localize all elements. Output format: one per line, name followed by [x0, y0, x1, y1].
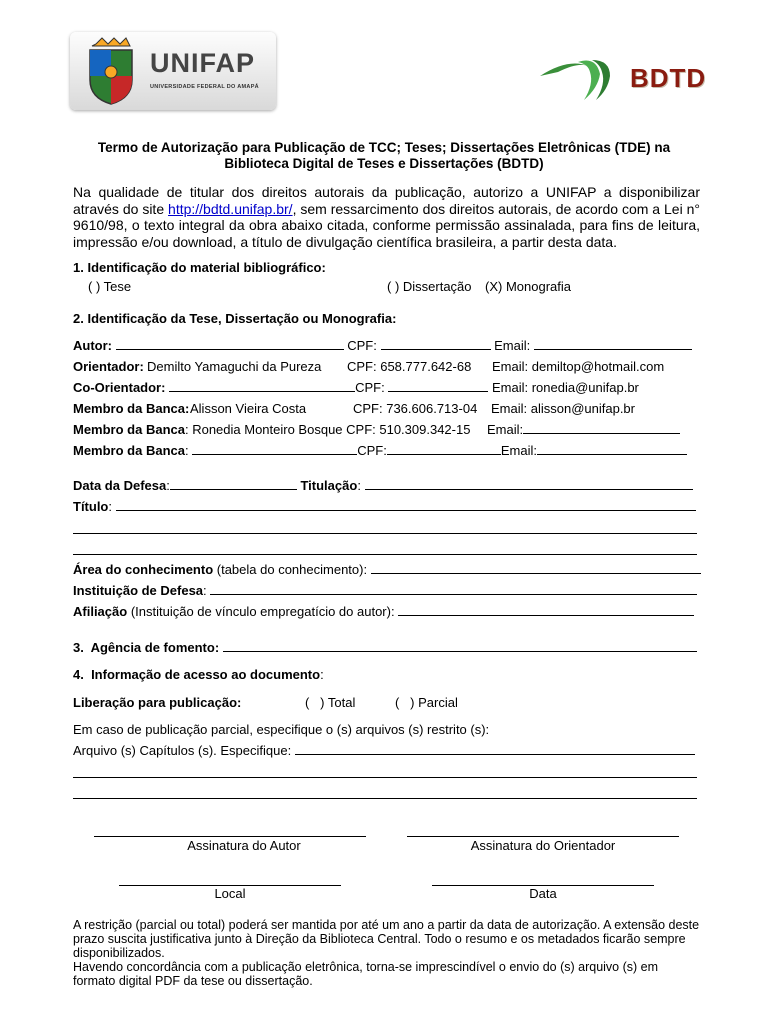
- orientador-name: Demilto Yamaguchi da Pureza: [147, 359, 322, 374]
- option-tese[interactable]: ( ) Tese: [88, 279, 132, 294]
- banca-3-cpf-label: CPF:: [357, 443, 387, 458]
- titulo-line-3[interactable]: [73, 554, 697, 555]
- arquivo-line-2[interactable]: [73, 777, 697, 778]
- autor-field[interactable]: [116, 338, 344, 350]
- area-row: [73, 562, 701, 577]
- banca-1-email: Email: alisson@unifap.br: [491, 401, 635, 416]
- autor-email-field[interactable]: [534, 338, 692, 350]
- parcial-note: Em caso de publicação parcial, especifique o (s) arquivos (s) restrito (s):: [73, 722, 490, 737]
- banca-2-email-label: Email:: [487, 422, 524, 437]
- instituicao-field[interactable]: [210, 583, 697, 595]
- unifap-logo-text: UNIFAP: [150, 48, 256, 78]
- section-4-colon: :: [320, 667, 324, 682]
- unifap-logo-subtitle: UNIVERSIDADE FEDERAL DO AMAPÁ: [150, 84, 259, 90]
- data-label: Data: [529, 886, 557, 901]
- banca-2-email-field[interactable]: [523, 422, 680, 434]
- instituicao-label: Instituição de Defesa: [73, 583, 204, 598]
- titulacao-label: Titulação: [300, 478, 358, 493]
- section-2-heading: 2. Identificação da Tese, Dissertação ou Monografia:: [73, 311, 397, 326]
- titulacao-field[interactable]: [365, 478, 693, 490]
- title-line-2: Biblioteca Digital de Teses e Dissertações (BDTD): [224, 156, 544, 171]
- title-line-1: Termo de Autorização para Publicação de TCC; Teses; Dissertações Eletrônicas (TDE) na: [97, 140, 671, 155]
- instituicao-row: Instituição de Defesa:: [73, 583, 697, 598]
- bdtd-logo-text: BDTD: [630, 63, 707, 93]
- autor-cpf-label: CPF:: [347, 338, 377, 353]
- banca-1-label: Membro da Banca:: [73, 401, 190, 416]
- data-defesa-label: Data da Defesa: [73, 478, 167, 493]
- assinatura-orientador-label: Assinatura do Orientador: [470, 838, 616, 853]
- area-label: Área do conhecimento: [73, 562, 214, 577]
- bdtd-swoosh-icon: [538, 54, 614, 104]
- autor-cpf-field[interactable]: [381, 338, 491, 350]
- option-total[interactable]: ( ) Total: [305, 695, 356, 710]
- banca-3-email-field[interactable]: [537, 443, 687, 455]
- option-dissertacao[interactable]: ( ) Dissertação: [387, 279, 472, 294]
- intro-text-after: , sem ressarcimento dos direitos autorais, de acordo com a Lei n° 9610/98, o texto integral da obra abaixo citada, conforme permissão assinalada, para fins de leitura, impressão e/ou download, a título de divulgação científica brasileira, a partir desta data.: [73, 200, 701, 250]
- banca-3-email-label: Email:: [500, 443, 537, 458]
- area-field[interactable]: [371, 562, 701, 574]
- agencia-field[interactable]: [223, 640, 697, 652]
- bdtd-site-link[interactable]: http://bdtd.unifap.br/: [168, 200, 293, 217]
- arquivo-label: Arquivo (s) Capítulos (s). Especifique:: [73, 743, 292, 758]
- defesa-row: Data da Defesa: Titulação:: [73, 478, 693, 493]
- option-monografia[interactable]: (X) Monografia: [485, 279, 571, 294]
- banca-3-field[interactable]: [192, 443, 357, 455]
- coorientador-cpf-label: CPF:: [355, 380, 385, 395]
- banca-1-cpf: CPF: 736.606.713-04: [353, 401, 478, 416]
- coorientador-email: Email: ronedia@unifap.br: [492, 380, 639, 395]
- assinatura-autor-line[interactable]: [94, 836, 366, 837]
- section-3-heading: 3. Agência de fomento:: [73, 640, 220, 655]
- coorientador-label: Co-Orientador:: [73, 380, 166, 395]
- arquivo-field[interactable]: [295, 743, 695, 755]
- autor-row: [73, 338, 692, 353]
- afiliacao-note: (Instituição de vínculo empregatício do autor):: [130, 604, 395, 619]
- intro-paragraph: [73, 184, 700, 250]
- unifap-crest-icon: [82, 36, 140, 106]
- banca-2-row: [73, 422, 470, 437]
- banca-1-name: Alisson Vieira Costa: [190, 401, 307, 416]
- option-parcial[interactable]: ( ) Parcial: [395, 695, 458, 710]
- banca-3-colon: :: [184, 443, 189, 458]
- banca-3-row: [73, 443, 687, 458]
- orientador-label: Orientador:: [73, 359, 144, 374]
- afiliacao-field[interactable]: [398, 604, 694, 616]
- section-1-heading: 1. Identificação do material bibliográfico:: [73, 260, 326, 275]
- footer-paragraph-2: Havendo concordância com a publicação eletrônica, torna-se imprescindível o envio do (s) arquivo (s) em formato digital PDF da tese ou dissertação.: [73, 960, 659, 988]
- afiliacao-row: [73, 604, 694, 619]
- coorientador-row: [73, 380, 488, 395]
- orientador-cpf: CPF: 658.777.642-68: [347, 359, 472, 374]
- banca-3-label: Membro da Banca: [73, 443, 185, 458]
- titulo-label: Título: [73, 499, 109, 514]
- afiliacao-label: Afiliação: [73, 604, 128, 619]
- coorientador-field[interactable]: [169, 380, 355, 392]
- data-defesa-field[interactable]: [170, 478, 297, 490]
- arquivo-row: [73, 743, 695, 758]
- banca-2-email-row: [487, 422, 680, 437]
- autor-email-label: Email:: [494, 338, 531, 353]
- orientador-email: Email: demiltop@hotmail.com: [492, 359, 665, 374]
- document-title: [70, 140, 698, 172]
- banca-3-cpf-field[interactable]: [387, 443, 501, 455]
- banca-2-details: : Ronedia Monteiro Bosque CPF: 510.309.342-15: [184, 422, 471, 437]
- banca-2-label: Membro da Banca: [73, 422, 185, 437]
- footer-paragraph-1: A restrição (parcial ou total) poderá ser mantida por até um ano a partir da data de autorização. A extensão deste prazo suscita justificativa junto à Direção da Biblioteca Central. Todo o resumo e os metadados ficarão sempre disponibilizados.: [73, 918, 700, 960]
- arquivo-line-3[interactable]: [73, 798, 697, 799]
- agencia-row: [73, 640, 697, 655]
- unifap-logo: [70, 32, 276, 110]
- titulo-row: Título:: [73, 499, 696, 514]
- area-note: (tabela do conhecimento):: [216, 562, 368, 577]
- section-4-heading-row: [73, 667, 324, 682]
- local-label: Local: [214, 886, 246, 901]
- coorientador-cpf-field[interactable]: [388, 380, 488, 392]
- liberacao-label: Liberação para publicação:: [73, 695, 242, 710]
- titulo-field[interactable]: [116, 499, 696, 511]
- assinatura-autor-label: Assinatura do Autor: [187, 838, 301, 853]
- intro-text-before: Na qualidade de titular dos direitos autorais da publicação, autorizo a UNIFAP a disponibilizar através do site: [73, 184, 700, 217]
- section-4-heading: 4. Informação de acesso ao documento: [73, 667, 321, 682]
- titulo-line-2[interactable]: [73, 533, 697, 534]
- autor-label: Autor:: [73, 338, 112, 353]
- assinatura-orientador-line[interactable]: [407, 836, 679, 837]
